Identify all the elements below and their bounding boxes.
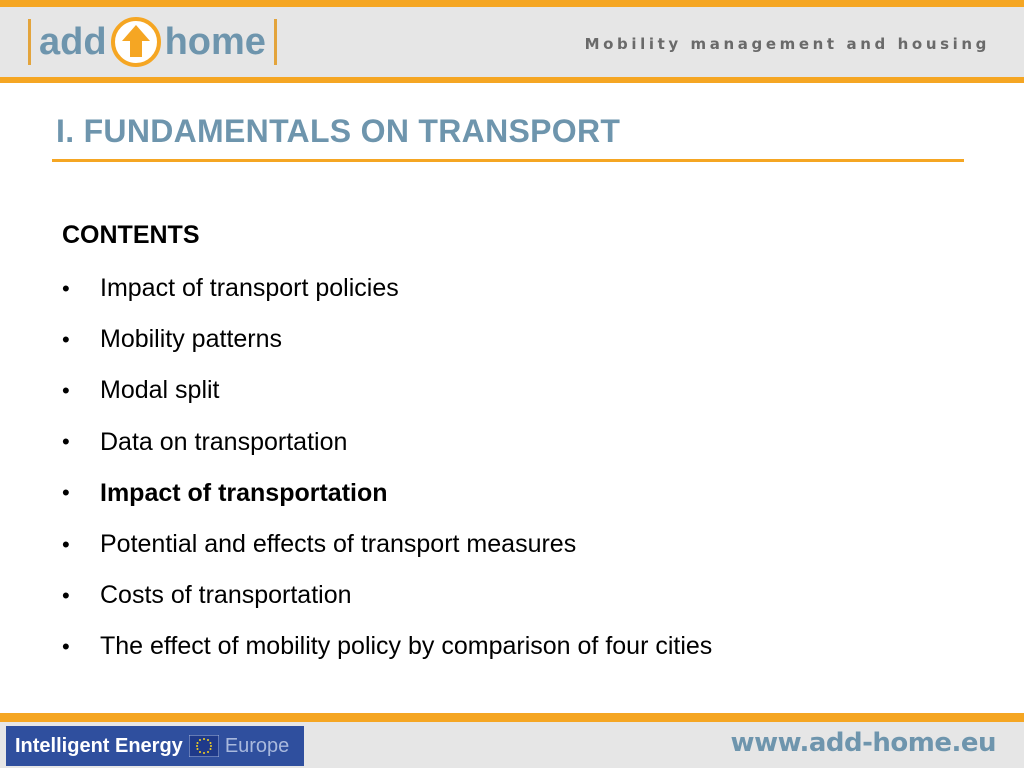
- list-item-label: Impact of transport policies: [100, 274, 399, 303]
- list-item: [62, 570, 712, 621]
- header-rule: [0, 77, 1024, 83]
- bullet-icon: •: [62, 582, 70, 608]
- list-item-label: The effect of mobility policy by comparison of four cities: [100, 632, 713, 661]
- bullet-icon: •: [62, 429, 70, 455]
- badge-text-secondary: Europe: [224, 734, 290, 757]
- header-top-strip: [0, 0, 1024, 7]
- bullet-icon: •: [62, 480, 70, 506]
- slide-title: I. FUNDAMENTALS ON TRANSPORT: [56, 113, 621, 149]
- bullet-icon: •: [62, 633, 70, 659]
- list-item: [62, 417, 712, 468]
- logo-word-add: add: [39, 21, 107, 63]
- bullet-icon: •: [62, 531, 70, 557]
- list-item: [62, 263, 712, 314]
- header-bar: [0, 7, 1024, 77]
- bullet-icon: •: [62, 377, 70, 403]
- list-item: [62, 621, 712, 672]
- contents-heading: CONTENTS: [62, 221, 200, 249]
- eu-flag-icon: [189, 735, 219, 757]
- title-underline: [52, 159, 964, 162]
- logo-word-home: home: [164, 21, 266, 63]
- list-item: [62, 519, 712, 570]
- bullet-icon: •: [62, 275, 70, 301]
- list-item: [62, 314, 712, 365]
- list-item-label: Mobility patterns: [100, 325, 283, 354]
- list-item-label: Modal split: [100, 376, 220, 405]
- list-item-label: Potential and effects of transport measures: [100, 530, 577, 559]
- list-item-label: Data on transportation: [100, 427, 348, 456]
- bullet-icon: •: [62, 326, 70, 352]
- list-item-label: Impact of transportation: [100, 478, 388, 507]
- list-item-highlighted: [62, 468, 712, 519]
- footer-website-link[interactable]: www.add-home.eu: [730, 728, 996, 758]
- add-home-logo: [28, 17, 277, 67]
- logo-divider-left: [28, 19, 31, 65]
- contents-list: [62, 263, 712, 673]
- footer-rule: [0, 713, 1024, 722]
- badge-text-primary: Intelligent Energy: [15, 734, 183, 757]
- intelligent-energy-europe-badge: [6, 726, 304, 766]
- logo-divider-right: [274, 19, 277, 65]
- header-tagline: Mobility management and housing: [584, 35, 990, 53]
- list-item: [62, 365, 712, 416]
- logo-up-arrow-icon: [111, 17, 161, 67]
- list-item-label: Costs of transportation: [100, 581, 352, 610]
